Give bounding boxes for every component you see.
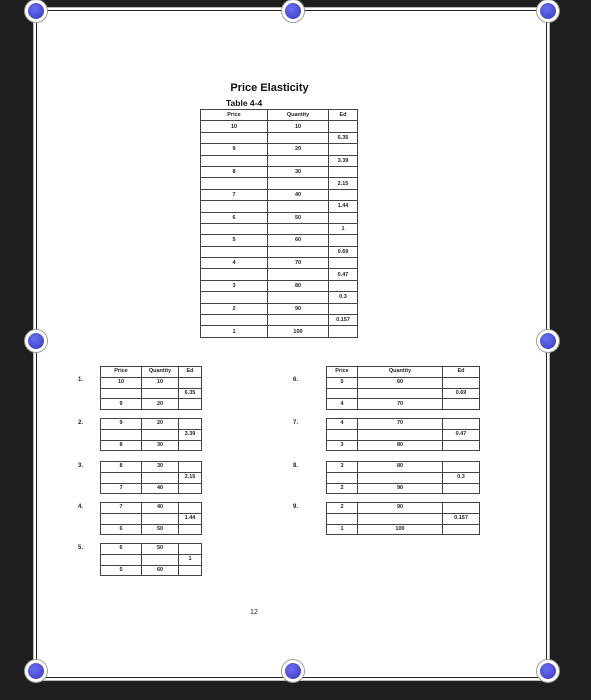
problem-number: 3.: [78, 463, 84, 469]
cell-price: 10: [101, 377, 142, 388]
table-row: [101, 472, 202, 483]
table-row: [201, 223, 358, 234]
header-ed: Ed: [443, 367, 480, 378]
cell-ed: [179, 565, 202, 576]
cell-quantity: 40: [268, 189, 329, 200]
table-row: [201, 201, 358, 212]
cell-ed: [329, 166, 358, 177]
cell-quantity: 60: [268, 235, 329, 246]
table-row: [327, 367, 480, 378]
table-row: [201, 303, 358, 314]
cell-price: 7: [201, 189, 268, 200]
table-row: [201, 144, 358, 155]
cell-quantity: 90: [268, 303, 329, 314]
header-price: Price: [327, 367, 358, 378]
cell-price: [101, 554, 142, 565]
cell-ed: 1: [179, 554, 202, 565]
cell-quantity: 100: [358, 524, 443, 535]
problem-number: 1.: [78, 377, 84, 383]
cell-ed: [179, 483, 202, 494]
cell-price: 10: [201, 121, 268, 132]
cell-ed: 0.47: [329, 269, 358, 280]
cell-price: 5: [101, 565, 142, 576]
cell-quantity: 70: [358, 399, 443, 410]
problem-number: 9.: [293, 504, 299, 510]
table-row: [327, 419, 480, 430]
cell-price: 6: [101, 544, 142, 555]
cell-ed: 0.157: [329, 315, 358, 326]
elasticity-table: [200, 109, 358, 338]
cell-ed: [329, 144, 358, 155]
header-ed: Ed: [179, 367, 202, 378]
cell-quantity: 60: [142, 565, 179, 576]
cell-price: [101, 429, 142, 440]
table-row: [101, 524, 202, 535]
table-row: [201, 246, 358, 257]
table-row: [101, 462, 202, 473]
problem-table: [100, 418, 202, 451]
cell-quantity: 40: [142, 503, 179, 514]
cell-quantity: 30: [142, 440, 179, 451]
cell-quantity: 50: [142, 524, 179, 535]
cell-price: 2: [327, 483, 358, 494]
problem-table: [326, 461, 480, 494]
cell-quantity: [358, 388, 443, 399]
cell-ed: 1.44: [329, 201, 358, 212]
problem-table: [100, 461, 202, 494]
header-ed: Ed: [329, 110, 358, 121]
cell-ed: 2.15: [329, 178, 358, 189]
table-row: [327, 483, 480, 494]
resize-handle-middle-left[interactable]: [25, 330, 47, 352]
cell-ed: 6.35: [179, 388, 202, 399]
problem-table: [100, 543, 202, 576]
table-row: [201, 315, 358, 326]
cell-ed: 3.39: [179, 429, 202, 440]
cell-ed: [179, 440, 202, 451]
cell-quantity: 60: [358, 377, 443, 388]
cell-price: [101, 472, 142, 483]
cell-price: [201, 155, 268, 166]
resize-handle-middle-right[interactable]: [537, 330, 559, 352]
cell-price: 2: [201, 303, 268, 314]
cell-price: [201, 178, 268, 189]
header-quantity: Quantity: [142, 367, 179, 378]
table-row: [201, 121, 358, 132]
cell-quantity: 90: [358, 483, 443, 494]
cell-price: 6: [101, 524, 142, 535]
cell-price: 3: [201, 280, 268, 291]
cell-price: [201, 269, 268, 280]
problem-number: 5.: [78, 545, 84, 551]
cell-price: [201, 201, 268, 212]
cell-ed: [179, 503, 202, 514]
cell-ed: 0.157: [443, 513, 480, 524]
cell-quantity: [142, 554, 179, 565]
table-row: [327, 399, 480, 410]
cell-price: [101, 388, 142, 399]
cell-ed: [443, 440, 480, 451]
cell-ed: [443, 399, 480, 410]
cell-ed: [179, 544, 202, 555]
cell-quantity: [358, 429, 443, 440]
cell-price: 9: [101, 399, 142, 410]
problem-table: [326, 502, 480, 535]
cell-quantity: [268, 315, 329, 326]
problem-number: 4.: [78, 504, 84, 510]
cell-quantity: 10: [142, 377, 179, 388]
cell-price: 6: [201, 212, 268, 223]
table-row: [327, 388, 480, 399]
resize-handle-top-center[interactable]: [282, 0, 304, 22]
table-row: [101, 429, 202, 440]
table-caption: Table 4-4: [226, 98, 263, 108]
cell-price: 7: [101, 503, 142, 514]
problem-number: 6.: [293, 377, 299, 383]
page-title: Price Elasticity: [230, 82, 309, 94]
table-row: [327, 462, 480, 473]
cell-ed: [443, 483, 480, 494]
table-row: [201, 280, 358, 291]
cell-ed: 1: [329, 223, 358, 234]
table-row: [327, 472, 480, 483]
cell-quantity: 50: [142, 544, 179, 555]
table-row: [201, 258, 358, 269]
table-row: [327, 524, 480, 535]
problem-table: [326, 366, 480, 410]
cell-quantity: 40: [142, 483, 179, 494]
resize-handle-top-left[interactable]: [25, 0, 47, 22]
table-row: [101, 399, 202, 410]
table-row: [201, 189, 358, 200]
table-row: [201, 235, 358, 246]
cell-quantity: [268, 201, 329, 212]
table-row: [201, 269, 358, 280]
cell-price: [201, 246, 268, 257]
cell-quantity: [268, 246, 329, 257]
cell-ed: [179, 399, 202, 410]
table-row: [101, 388, 202, 399]
cell-quantity: [142, 429, 179, 440]
cell-price: [101, 513, 142, 524]
table-row: [327, 440, 480, 451]
cell-ed: [329, 303, 358, 314]
table-row: [201, 132, 358, 143]
cell-price: 8: [201, 166, 268, 177]
cell-price: [201, 223, 268, 234]
cell-price: 9: [101, 419, 142, 430]
cell-ed: 3.39: [329, 155, 358, 166]
resize-handle-bottom-right[interactable]: [537, 660, 559, 682]
cell-quantity: 80: [358, 462, 443, 473]
table-row: [201, 155, 358, 166]
cell-ed: [329, 121, 358, 132]
header-price: Price: [101, 367, 142, 378]
cell-price: 1: [201, 326, 268, 337]
cell-ed: [329, 280, 358, 291]
cell-price: 3: [327, 440, 358, 451]
header-price: Price: [201, 110, 268, 121]
cell-price: 4: [327, 399, 358, 410]
cell-ed: 0.3: [443, 472, 480, 483]
cell-ed: 0.3: [329, 292, 358, 303]
resize-handle-bottom-center[interactable]: [282, 660, 304, 682]
table-row: [327, 503, 480, 514]
cell-price: 9: [201, 144, 268, 155]
cell-quantity: 80: [358, 440, 443, 451]
cell-quantity: 90: [358, 503, 443, 514]
cell-ed: [443, 419, 480, 430]
cell-ed: 0.47: [443, 429, 480, 440]
cell-quantity: 100: [268, 326, 329, 337]
table-row: [101, 419, 202, 430]
cell-ed: 6.35: [329, 132, 358, 143]
table-row: [327, 377, 480, 388]
cell-quantity: 50: [268, 212, 329, 223]
cell-quantity: [268, 132, 329, 143]
cell-ed: 0.69: [443, 388, 480, 399]
cell-ed: [443, 377, 480, 388]
table-row: [201, 166, 358, 177]
cell-price: [201, 132, 268, 143]
cell-price: [327, 429, 358, 440]
cell-ed: [443, 524, 480, 535]
cell-price: 5: [201, 235, 268, 246]
cell-price: 3: [327, 462, 358, 473]
cell-quantity: [142, 513, 179, 524]
table-row: [101, 565, 202, 576]
cell-ed: [443, 462, 480, 473]
resize-handle-bottom-left[interactable]: [25, 660, 47, 682]
table-row: [101, 440, 202, 451]
cell-quantity: 20: [142, 419, 179, 430]
header-quantity: Quantity: [268, 110, 329, 121]
cell-price: 7: [101, 483, 142, 494]
cell-price: 8: [101, 440, 142, 451]
cell-quantity: 70: [268, 258, 329, 269]
table-row: [201, 326, 358, 337]
problem-table: [326, 418, 480, 451]
cell-price: [201, 292, 268, 303]
cell-ed: 0.69: [329, 246, 358, 257]
table-row: [101, 554, 202, 565]
cell-quantity: [268, 155, 329, 166]
resize-handle-top-right[interactable]: [537, 0, 559, 22]
table-row: [101, 377, 202, 388]
cell-ed: [329, 258, 358, 269]
problem-number: 7.: [293, 420, 299, 426]
cell-quantity: 30: [268, 166, 329, 177]
table-row: [327, 513, 480, 524]
cell-quantity: 20: [268, 144, 329, 155]
table-row: [101, 483, 202, 494]
table-row: [101, 513, 202, 524]
cell-quantity: [268, 292, 329, 303]
cell-ed: [329, 212, 358, 223]
cell-quantity: [358, 513, 443, 524]
problem-table: [100, 502, 202, 535]
cell-quantity: 70: [358, 419, 443, 430]
cell-price: 5: [327, 377, 358, 388]
problem-number: 8.: [293, 463, 299, 469]
cell-quantity: [358, 472, 443, 483]
cell-price: [327, 513, 358, 524]
cell-quantity: 80: [268, 280, 329, 291]
cell-ed: 2.15: [179, 472, 202, 483]
table-row: [101, 544, 202, 555]
cell-price: [327, 388, 358, 399]
cell-ed: [179, 419, 202, 430]
cell-quantity: [268, 269, 329, 280]
header-quantity: Quantity: [358, 367, 443, 378]
cell-ed: 1.44: [179, 513, 202, 524]
table-row: [327, 429, 480, 440]
cell-price: 2: [327, 503, 358, 514]
cell-ed: [179, 462, 202, 473]
cell-ed: [179, 524, 202, 535]
cell-ed: [329, 326, 358, 337]
cell-price: 4: [201, 258, 268, 269]
table-row: [201, 178, 358, 189]
cell-ed: [443, 503, 480, 514]
cell-ed: [329, 189, 358, 200]
cell-quantity: [142, 388, 179, 399]
cell-price: 1: [327, 524, 358, 535]
cell-price: 8: [101, 462, 142, 473]
cell-quantity: 20: [142, 399, 179, 410]
table-header-row: [201, 110, 358, 121]
table-row: [201, 212, 358, 223]
table-row: [101, 367, 202, 378]
cell-ed: [329, 235, 358, 246]
cell-quantity: 30: [142, 462, 179, 473]
cell-quantity: [142, 472, 179, 483]
problem-table: [100, 366, 202, 410]
cell-quantity: [268, 223, 329, 234]
cell-quantity: [268, 178, 329, 189]
problem-number: 2.: [78, 420, 84, 426]
cell-price: [201, 315, 268, 326]
cell-price: [327, 472, 358, 483]
cell-price: 4: [327, 419, 358, 430]
table-row: [201, 292, 358, 303]
page-number: 12: [250, 609, 258, 616]
cell-quantity: 10: [268, 121, 329, 132]
table-row: [101, 503, 202, 514]
cell-ed: [179, 377, 202, 388]
